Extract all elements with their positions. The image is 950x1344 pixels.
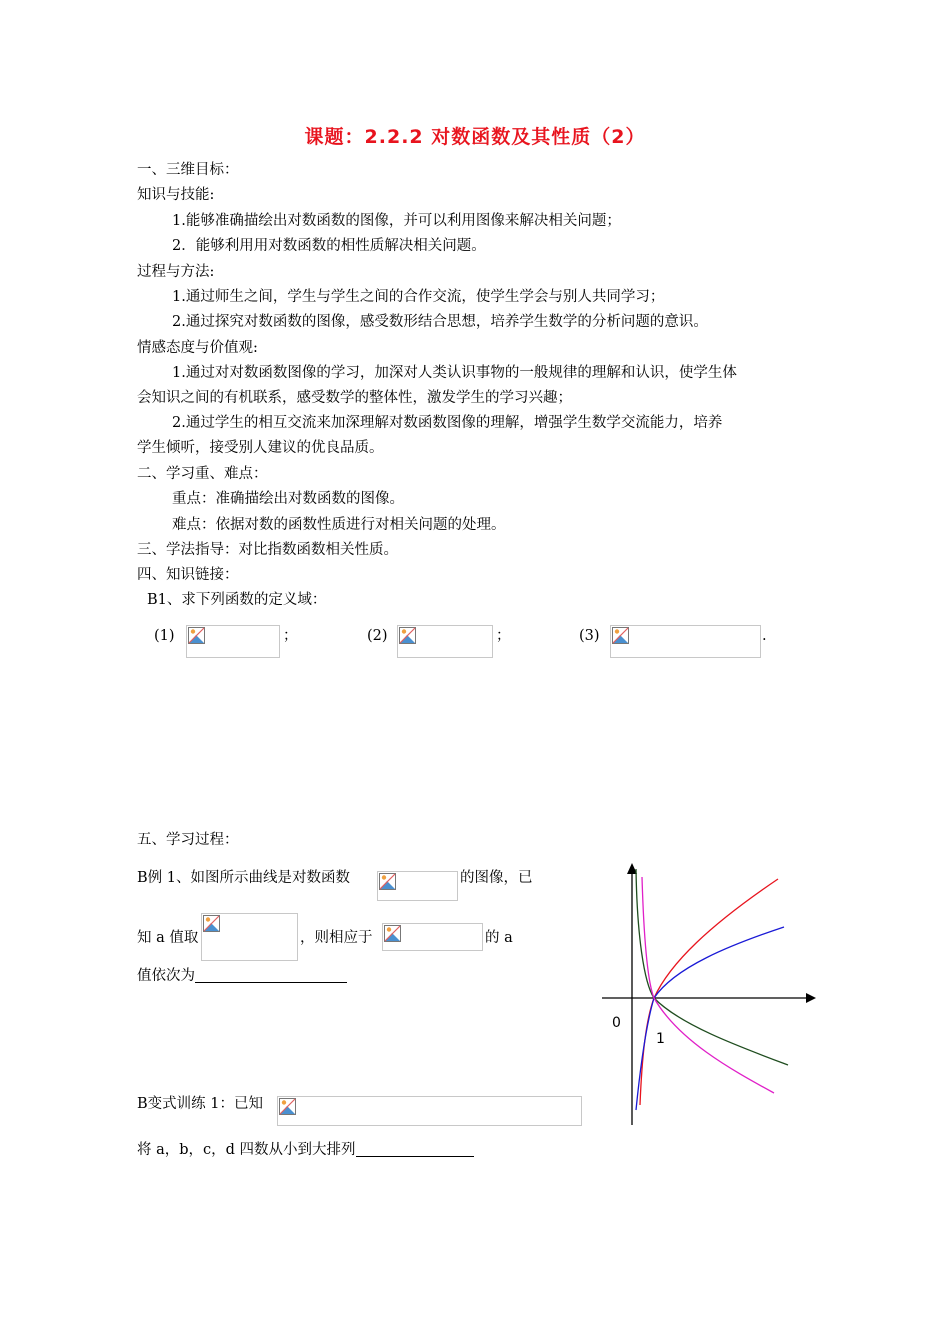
origin-label: 0 xyxy=(612,1015,621,1031)
emotion-item-1b: 会知识之间的有机联系，感受数学的整体性，激发学生的学习兴趣； xyxy=(137,390,572,406)
example1-answer-line xyxy=(137,967,347,985)
variant1-text-b: 将 a，b，c，d 四数从小到大排列 xyxy=(137,1142,356,1158)
process-item-2: 2.通过探究对数函数的图像，感受数形结合思想，培养学生数学的分析问题的意识。 xyxy=(172,314,708,330)
one-label: 1 xyxy=(656,1031,665,1047)
example1-text-a: B例 1、如图所示曲线是对数函数 xyxy=(137,870,350,886)
emotion-heading: 情感态度与价值观: xyxy=(137,340,258,356)
broken-image-icon xyxy=(399,627,416,644)
q1-semicolon: ； xyxy=(283,628,298,644)
x-axis-arrow xyxy=(806,993,816,1003)
example1-text-b: 的图像，已 xyxy=(460,870,533,886)
log-function-graph xyxy=(590,855,830,1130)
emotion-item-2b: 学生倾听，接受别人建议的优良品质。 xyxy=(137,440,384,456)
variant1-answer-line xyxy=(137,1141,474,1159)
process-heading: 过程与方法: xyxy=(137,264,215,280)
section-2-heading: 二、学习重、难点： xyxy=(137,466,268,482)
formula-image-variant xyxy=(277,1096,582,1126)
example1-text-f: 值依次为 xyxy=(137,968,195,984)
key-point: 重点：准确描绘出对数函数的图像。 xyxy=(172,491,404,507)
q1-label: (1) xyxy=(154,628,175,644)
knowledge-heading: 知识与技能: xyxy=(137,187,215,203)
example1-text-c: 知 a 值取 xyxy=(137,930,199,946)
process-item-1: 1.通过师生之间，学生与学生之间的合作交流，使学生学会与别人共同学习； xyxy=(172,289,665,305)
formula-image-log-function xyxy=(377,871,458,901)
knowledge-item-1: 1.能够准确描绘出对数函数的图像，并可以利用图像来解决相关问题； xyxy=(172,213,621,229)
broken-image-icon xyxy=(203,915,220,932)
answer-blank-2[interactable] xyxy=(356,1142,474,1157)
formula-image-q2 xyxy=(397,625,493,658)
q2-semicolon: ； xyxy=(496,628,511,644)
formula-image-q3 xyxy=(610,625,761,658)
curve-blue xyxy=(636,927,784,1110)
section-3: 三、学法指导：对比指数函数相关性质。 xyxy=(137,542,398,558)
q3-period: . xyxy=(762,628,767,644)
broken-image-icon xyxy=(384,925,401,942)
knowledge-item-2: 2．能够利用用对数函数的相性质解决相关问题。 xyxy=(172,238,486,254)
section-5-heading: 五、学习过程： xyxy=(137,832,239,848)
formula-image-curves xyxy=(382,923,483,951)
broken-image-icon xyxy=(279,1098,296,1115)
section-4-heading: 四、知识链接： xyxy=(137,567,239,583)
q2-label: (2) xyxy=(367,628,388,644)
example1-text-e: 的 a xyxy=(485,930,513,946)
broken-image-icon xyxy=(612,627,629,644)
curve-red xyxy=(640,879,778,1105)
answer-blank-1[interactable] xyxy=(195,968,347,983)
formula-image-a-values xyxy=(201,913,298,961)
page-title: 课题：2.2.2 对数函数及其性质（2） xyxy=(304,126,646,148)
emotion-item-2a: 2.通过学生的相互交流来加深理解对数函数图像的理解，增强学生数学交流能力，培养 xyxy=(172,415,723,431)
broken-image-icon xyxy=(379,873,396,890)
formula-image-q1 xyxy=(186,625,280,658)
b1-prompt: B1、求下列函数的定义域： xyxy=(147,592,327,608)
variant1-text-a: B变式训练 1：已知 xyxy=(137,1096,263,1112)
example1-text-d: ，则相应于 xyxy=(300,930,373,946)
curve-magenta xyxy=(642,877,774,1093)
difficult-point: 难点：依据对数的函数性质进行对相关问题的处理。 xyxy=(172,517,506,533)
broken-image-icon xyxy=(188,627,205,644)
q3-label: (3) xyxy=(579,628,600,644)
emotion-item-1a: 1.通过对对数函数图像的学习，加深对人类认识事物的一般规律的理解和认识，使学生体 xyxy=(172,365,737,381)
section-1-heading: 一、三维目标： xyxy=(137,162,239,178)
